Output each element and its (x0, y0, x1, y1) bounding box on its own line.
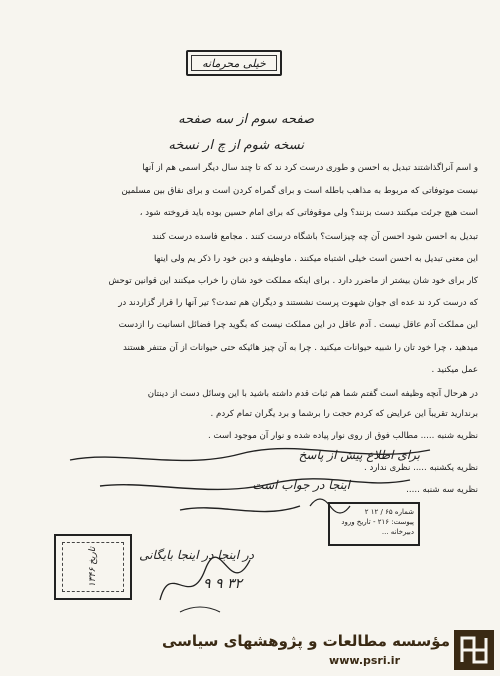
registration-stamp (328, 502, 420, 546)
registration-stamp-line: دبیرخانه ... (381, 528, 414, 536)
typed-line: نظریه سه شنبه ..... (406, 485, 478, 495)
registration-stamp-line: شماره ۶۵ / ۱۲ ۲ (364, 508, 414, 516)
signature-icon (150, 540, 260, 620)
typed-line: برندارید تقریباً این عرایض که کردم حجت را برشما و برد یگران تمام کردم . (210, 409, 478, 419)
typed-line: میدهید ، چرا خود تان را شبیه حیوانات میکنید . چرا به آن چیز هائیکه حتی حیوانات از آن متنفر هستند (122, 343, 478, 353)
handwritten-copy-number: نسخه شوم از چ ار نسخه (168, 138, 304, 153)
typed-line: که درست کرد ند عده ای جوان شهوت پرست نشستند و دیگران هم تمدت؟ تیر آنها را قرار گزاردند در (118, 298, 478, 308)
typed-line: و اسم آنراگذاشتند تبدیل به احسن و طوری درست کرد ند که تا چند سال دیگر اسمی هم از آنها (142, 163, 478, 173)
typed-line: نیست موتوفاتی که مربوط به مذاهب باطله است و برای گمراه کردن است و برای نفاق بین مسلمین (121, 186, 478, 196)
typed-line: این معنی تبدیل به احسن است خیلی اشتباه میکنند . ماوظیفه و دین خود را ذکر یم ولی اینها (154, 254, 478, 264)
typed-line: نظریه یکشنبه ..... نظری ندارد . (363, 463, 478, 473)
classification-stamp (186, 50, 282, 76)
side-stamp-inner (62, 542, 124, 592)
footer-banner (0, 624, 500, 676)
typed-line: است هیچ جرئت میکنند دست بزنند؟ ولی موقوفاتی که برای امام حسین بوده باید فروخته شود ، (139, 208, 478, 218)
handwritten-note-line: اینجا در جواب است (252, 478, 350, 492)
typed-line: این مملکت آدم عاقل نیست . آدم عاقل در این مملکت نیست که بگوید چرا فضائل انسانیت را ازدست (118, 320, 478, 330)
side-stamp-text: تاریخ ۱۳۴۶ (88, 546, 98, 588)
handwritten-archive-note: در اینجا در اینجا بایگانی (139, 548, 254, 562)
institute-name: مؤسسه مطالعات و پژوهشهای سیاسی (161, 632, 450, 650)
typed-line: تبدیل به احسن شود احسن آن چه چیزاست؟ باشگاه درست کنند . مجامع فاسده درست کنند (151, 232, 478, 242)
registration-stamp-line: پیوست: ۲۱۶ - تاریخ ورود (341, 518, 414, 526)
typed-line: نظریه شنبه ..... مطالب فوق از روی نوار پیاده شده و نوار آن موجود است . (207, 431, 478, 441)
classification-stamp-text: خیلی محرمانه (202, 56, 266, 70)
handwritten-note-line: برای اطلاع پیش از پاسخ (298, 448, 420, 462)
typed-line: در هرحال آنچه وظیفه است گفتم شما هم ثبات قدم داشته باشید با این وسائل دست از دینتان (147, 389, 478, 399)
typed-line: کار برای خود شان بیشتر از ماضرر دارد . برای اینکه مملکت خود شان را خراب میکنند این قوانین توحش (108, 276, 478, 286)
handwritten-page-number: صفحه سوم از سه صفحه (178, 112, 314, 127)
psri-logo-icon (454, 630, 494, 670)
typed-line: عمل میکنید . (431, 365, 478, 375)
handwritten-archive-number: ۳۲ ۹ ۹ (202, 576, 242, 592)
institute-url[interactable]: www.psri.ir (329, 654, 400, 667)
side-stamp (54, 534, 132, 600)
